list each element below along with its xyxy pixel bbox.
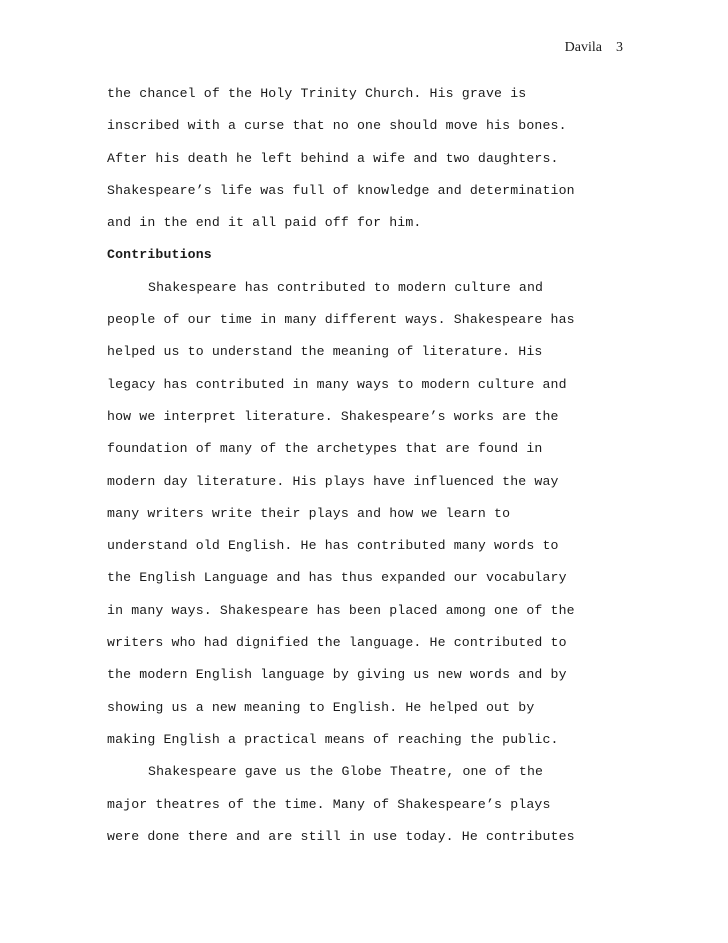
text-line: helped us to understand the meaning of literature. His [107,344,543,360]
text-line: the English Language and has thus expanded our vocabulary [107,570,567,586]
text-line: major theatres of the time. Many of Shakespeare’s plays [107,796,551,812]
text-line: modern day literature. His plays have influenced the way [107,473,559,489]
text-line: how we interpret literature. Shakespeare’s works are the [107,408,559,424]
paragraph-first-line: Shakespeare has contributed to modern culture and [148,279,544,295]
text-line: writers who had dignified the language. He contributed to [107,635,567,651]
text-line: making English a practical means of reaching the public. [107,731,559,747]
text-line: the modern English language by giving us new words and by [107,667,567,683]
text-line: the chancel of the Holy Trinity Church. His grave is [107,86,527,101]
text-line: people of our time in many different ways. Shakespeare has [107,312,575,328]
text-line: legacy has contributed in many ways to modern culture and [107,376,567,392]
text-line: After his death he left behind a wife and two daughters. [107,150,559,166]
text-line: were done there and are still in use today. He contributes [107,828,575,844]
running-header [565,40,623,56]
text-line: inscribed with a curse that no one should move his bones. [107,118,567,134]
text-line: foundation of many of the archetypes that are found in [107,441,543,457]
section-heading: Contributions [107,247,212,263]
text-line: Shakespeare’s life was full of knowledge and determination [107,182,575,198]
body-text [107,84,627,859]
text-line: and in the end it all paid off for him. [107,215,422,231]
text-line: many writers write their plays and how we learn to [107,505,511,521]
text-line: in many ways. Shakespeare has been placed among one of the [107,602,575,618]
text-line: understand old English. He has contributed many words to [107,538,559,554]
text-line: showing us a new meaning to English. He helped out by [107,699,535,715]
header-author: Davila [564,40,602,55]
header-page-number: 3 [616,40,623,55]
paragraph-first-line: Shakespeare gave us the Globe Theatre, one of the [148,764,544,780]
